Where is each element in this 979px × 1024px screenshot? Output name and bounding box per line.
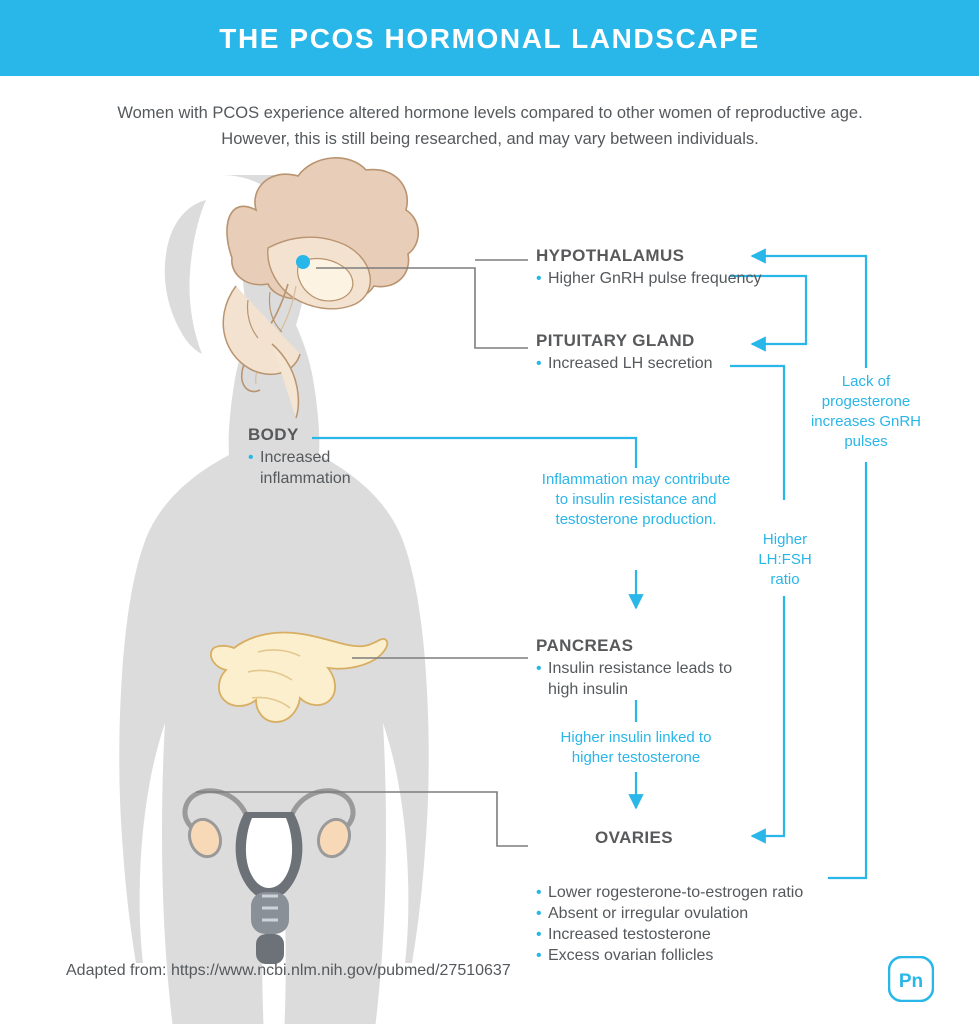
list-item: • Increased testosterone [536, 924, 836, 945]
list-item: • Insulin resistance leads to high insulin [536, 658, 758, 700]
connector-lhfsh-to-ovaries [752, 596, 784, 836]
list-item: • Excess ovarian follicles [536, 945, 836, 966]
connector-lhfsh-top [730, 366, 784, 500]
list-item: • Increased inflammation [248, 447, 388, 489]
node-pituitary-list [536, 353, 713, 374]
node-ovaries-list [536, 882, 836, 966]
node-ovaries [536, 828, 836, 966]
source-attribution: Adapted from: https://www.ncbi.nlm.nih.gov/pubmed/27510637 [66, 962, 511, 979]
connector-label-insulin: Higher insulin linked to higher testosterone [560, 729, 712, 766]
precision-nutrition-logo [888, 956, 934, 1002]
node-pancreas-title: PANCREAS [536, 636, 634, 655]
node-body-title: BODY [248, 425, 299, 444]
list-item: • Increased LH secretion [536, 353, 713, 374]
connector-label-progesterone: Lack of progesterone increases GnRH pulses [810, 373, 922, 450]
node-body [248, 425, 388, 489]
connector-label-lh-fsh: Higher LH:FSH ratio [758, 531, 812, 588]
node-pancreas-list [536, 658, 758, 700]
node-body-list [248, 447, 388, 489]
list-item: • Absent or irregular ovulation [536, 903, 836, 924]
node-pituitary [536, 331, 713, 374]
connector-progesterone-bottom [828, 462, 866, 878]
intro-line-1: Women with PCOS experience altered hormone levels compared to other women of reproductive age. [117, 104, 863, 122]
connector-progesterone-to-hypothalamus [752, 256, 866, 368]
page-title: THE PCOS HORMONAL LANDSCAPE [219, 23, 760, 54]
node-hypothalamus-list [536, 268, 761, 289]
svg-text:Pn: Pn [898, 971, 924, 992]
list-item: • Lower rogesterone-to-estrogen ratio [536, 882, 836, 903]
node-pancreas [536, 636, 758, 700]
connector-label-inflammation: Inflammation may contribute to insulin resistance and testosterone production. [541, 471, 731, 528]
node-hypothalamus [536, 246, 761, 289]
list-item: • Higher GnRH pulse frequency [536, 268, 761, 289]
intro-line-2: However, this is still being researched, and may vary between individuals. [221, 130, 759, 148]
node-pituitary-title: PITUITARY GLAND [536, 331, 695, 350]
node-hypothalamus-title: HYPOTHALAMUS [536, 246, 685, 265]
node-ovaries-title: OVARIES [594, 828, 674, 847]
